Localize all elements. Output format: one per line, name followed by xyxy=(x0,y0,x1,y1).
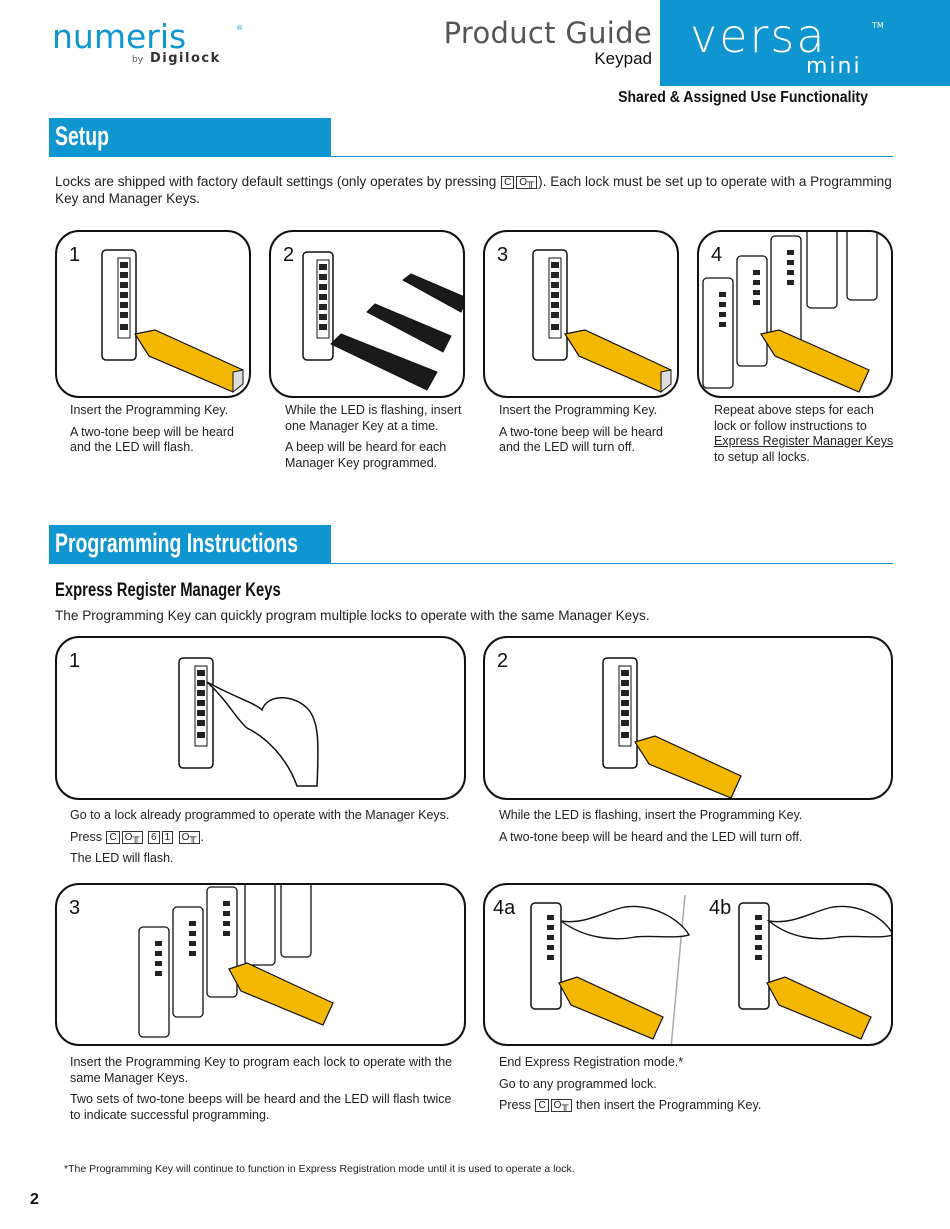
step-number: 2 xyxy=(497,650,509,672)
key-6: 6 xyxy=(148,831,160,844)
programming-banner xyxy=(49,525,331,564)
caption-line: A two-tone beep will be heard and the LED will flash. xyxy=(70,424,234,454)
svg-text:®: ® xyxy=(236,24,243,32)
setup-step-2-panel xyxy=(269,230,465,398)
key-icon: O╥ xyxy=(122,831,143,844)
caption-line: Insert the Programming Key. xyxy=(499,403,658,417)
caption-text: then insert the Programming Key. xyxy=(576,1098,762,1112)
prog-step-2-caption xyxy=(499,808,889,851)
caption-text: Press xyxy=(499,1098,531,1112)
caption-line: Go to any programmed lock. xyxy=(499,1076,657,1091)
brand-mini: mini xyxy=(806,54,862,79)
caption-text: Press xyxy=(70,829,102,844)
step-number-4b: 4b xyxy=(709,897,732,919)
setup-step-3-panel xyxy=(483,230,679,398)
caption-line: The LED will flash. xyxy=(70,851,174,865)
prog-step-1-panel xyxy=(55,636,466,800)
caption-line: Go to a lock already programmed to operate with the Manager Keys. xyxy=(70,808,450,822)
versa-mini-brand xyxy=(660,0,950,86)
step-number: 3 xyxy=(69,897,81,919)
key-icon: O╥ xyxy=(179,831,200,844)
logo-wordmark: numeris xyxy=(52,18,187,56)
step-number: 3 xyxy=(497,244,509,266)
brand-tm: TM xyxy=(872,21,884,30)
caption-text: . xyxy=(200,829,204,844)
lock-with-programming-key-illustration xyxy=(485,638,893,800)
programming-intro: The Programming Key can quickly program multiple locks to operate with the same Manager Keys. xyxy=(55,608,650,623)
setup-step-1-caption xyxy=(70,403,250,462)
caption-line: End Express Registration mode.* xyxy=(499,1055,684,1069)
page-number: 2 xyxy=(30,1191,39,1208)
prog-step-2-panel xyxy=(483,636,893,800)
caption-text: to setup all locks. xyxy=(714,449,810,464)
setup-step-3-caption xyxy=(499,403,679,462)
caption-line: A beep will be heard for each Manager Key programmed. xyxy=(285,440,447,470)
key-c: C xyxy=(106,831,119,844)
caption-line: Insert the Programming Key to program each lock to operate with the same Manager Keys. xyxy=(70,1055,453,1085)
programming-heading: Programming Instructions xyxy=(55,528,299,558)
numeris-logo xyxy=(52,18,252,70)
lock-with-manager-keys-illustration xyxy=(271,232,465,398)
setup-step-2-caption xyxy=(285,403,470,477)
setup-banner xyxy=(49,118,331,157)
guide-subtitle: Keypad xyxy=(594,49,652,68)
multiple-locks-illustration xyxy=(699,232,893,398)
caption-line: Two sets of two-tone beeps will be heard and the LED will flash twice to indicate successful programming. xyxy=(70,1092,452,1122)
key-c: C xyxy=(535,1099,548,1112)
setup-intro-text-2: ). Each lock must be set up to operate with a Programming Key and Manager Keys. xyxy=(55,174,892,206)
prog-step-4-panel xyxy=(483,883,893,1046)
setup-step-1-panel xyxy=(55,230,251,398)
logo-by: by xyxy=(132,55,144,65)
setup-intro xyxy=(55,173,895,207)
lock-with-programming-key-illustration xyxy=(57,232,251,398)
brand-versa: versa xyxy=(690,9,827,63)
guide-title: Product Guide xyxy=(443,16,652,50)
finger-pressing-keypad-illustration xyxy=(57,638,466,800)
setup-intro-text: Locks are shipped with factory default settings (only operates by pressing xyxy=(55,174,497,189)
caption-line: A two-tone beep will be heard and the LED will turn off. xyxy=(499,829,803,844)
key-icon: O╥ xyxy=(551,1099,572,1112)
caption-line: A two-tone beep will be heard and the LED will turn off. xyxy=(499,424,663,454)
lock-with-programming-key-illustration xyxy=(485,232,679,398)
express-register-link[interactable]: Express Register Manager Keys xyxy=(714,434,894,448)
setup-step-4-panel xyxy=(697,230,893,398)
express-register-heading: Express Register Manager Keys xyxy=(55,580,281,601)
end-express-registration-illustration xyxy=(485,885,893,1046)
multiple-locks-illustration xyxy=(57,885,466,1046)
tagline: Shared & Assigned Use Functionality xyxy=(618,89,868,106)
step-number-4a: 4a xyxy=(493,897,516,919)
caption-line: While the LED is flashing, insert one Manager Key at a time. xyxy=(285,403,462,433)
prog-step-1-caption xyxy=(70,808,460,873)
programming-rule xyxy=(49,563,893,564)
prog-step-4-caption xyxy=(499,1055,889,1120)
key-c: C xyxy=(501,176,514,189)
step-number: 2 xyxy=(283,244,295,266)
footnote: *The Programming Key will continue to function in Express Registration mode until it is used to operate a lock. xyxy=(64,1163,575,1175)
prog-step-3-panel xyxy=(55,883,466,1046)
prog-step-3-caption xyxy=(70,1055,465,1129)
setup-heading: Setup xyxy=(55,121,110,151)
step-number: 4 xyxy=(711,244,723,266)
caption-line: Insert the Programming Key. xyxy=(70,403,229,417)
key-icon: O╥ xyxy=(516,176,537,189)
setup-step-4-caption xyxy=(714,403,894,471)
caption-text: Repeat above steps for each lock or follow instructions to xyxy=(714,403,874,433)
step-number: 1 xyxy=(69,650,81,672)
step-number: 1 xyxy=(69,244,81,266)
setup-rule xyxy=(49,156,893,157)
caption-line: While the LED is flashing, insert the Programming Key. xyxy=(499,808,803,822)
logo-digilock: Digilock xyxy=(150,51,221,66)
key-1: 1 xyxy=(162,831,174,844)
